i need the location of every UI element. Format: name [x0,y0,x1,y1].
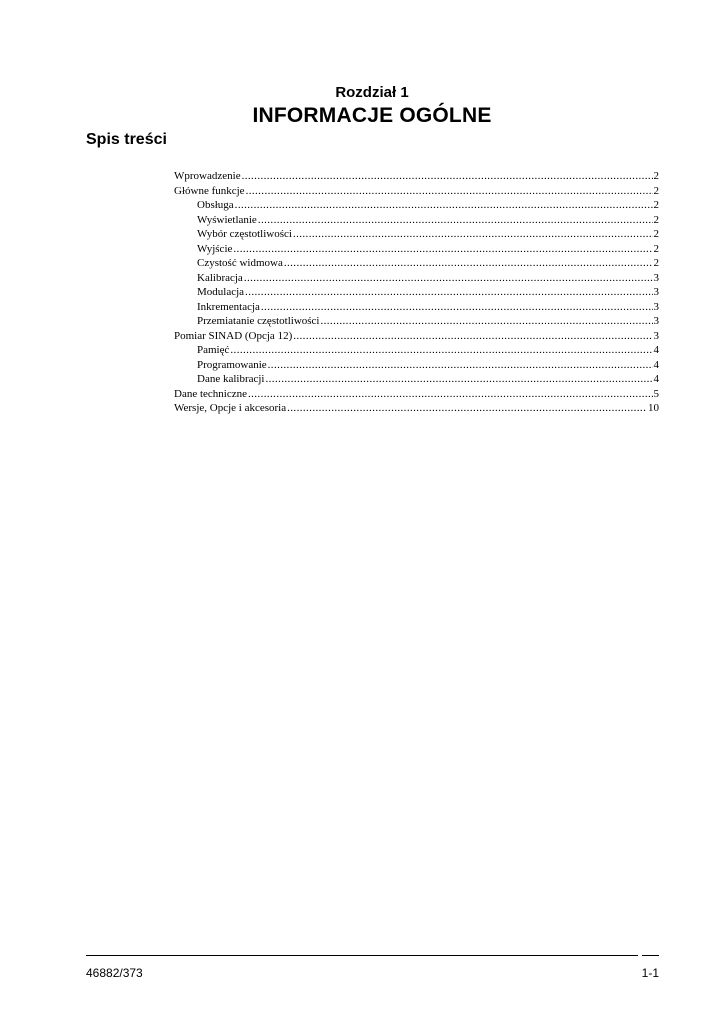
toc-entry-title: Pamięć [197,344,230,356]
toc-entry-wprowadzenie[interactable] [174,169,659,184]
toc-leader-dots [266,372,653,387]
toc-entry-page: 10 [648,402,659,414]
toc-leader-dots [287,401,647,416]
toc-entry-title: Wyświetlanie [197,213,257,226]
toc-leader-dots [258,213,653,228]
toc-entry-page: 3 [653,271,659,284]
toc-entry-wersje-opcje-akcesoria[interactable] [174,401,659,416]
toc-entry-title: Pomiar SINAD (Opcja 12) [174,329,293,342]
toc-entry-wybor-czestotliwosci[interactable] [174,227,659,242]
toc-entry-modulacja[interactable] [174,285,659,300]
toc-entry-dane-techniczne[interactable] [174,387,659,402]
toc-leader-dots [233,242,652,257]
toc-leader-dots [246,184,653,199]
toc-entry-title: Modulacja [197,286,245,298]
toc-leader-dots [320,314,652,329]
toc-entry-page: 3 [653,300,659,313]
toc-entry-programowanie[interactable] [174,358,659,373]
toc-entry-page: 4 [653,373,659,385]
toc-leader-dots [242,169,653,184]
toc-entry-pamiec[interactable] [174,343,659,358]
toc-entry-wyswietlanie[interactable] [174,213,659,228]
toc-entry-page: 4 [653,344,659,356]
toc-entry-page: 3 [653,329,659,342]
toc-entry-page: 2 [653,199,659,211]
toc-leader-dots [235,198,653,213]
footer-divider [86,955,638,956]
toc-leader-dots [268,358,653,373]
toc-entry-dane-kalibracji[interactable] [174,372,659,387]
toc-entry-title: Czystość widmowa [197,257,283,269]
toc-entry-page: 5 [653,387,659,400]
toc-entry-title: Główne funkcje [174,184,245,197]
toc-leader-dots [248,387,653,402]
toc-entry-title: Wyjście [197,242,233,255]
toc-entry-title: Wybór częstotliwości [197,228,292,240]
toc-entry-kalibracja[interactable] [174,271,659,286]
toc-leader-dots [293,329,652,344]
toc-leader-dots [244,271,653,286]
toc-leader-dots [230,343,652,358]
toc-entry-title: Wprowadzenie [174,170,241,182]
toc-entry-inkrementacja[interactable] [174,300,659,315]
toc-leader-dots [245,285,652,300]
toc-entry-page: 3 [653,286,659,298]
toc-entry-title: Kalibracja [197,271,243,284]
toc-leader-dots [284,256,653,271]
toc-entry-czystosc-widmowa[interactable] [174,256,659,271]
toc-entry-page: 3 [653,315,659,327]
toc-entry-page: 4 [653,358,659,371]
toc-entry-title: Programowanie [197,358,267,371]
footer-page-number: 1-1 [641,966,659,980]
chapter-title: INFORMACJE OGÓLNE [252,104,492,127]
toc-entry-page: 2 [653,213,659,226]
toc-heading: Spis treści [86,131,167,148]
toc-entry-glowne-funkcje[interactable] [174,184,659,199]
table-of-contents [174,169,659,416]
toc-leader-dots [261,300,653,315]
toc-entry-title: Dane kalibracji [197,373,265,385]
toc-entry-page: 2 [653,228,659,240]
toc-entry-pomiar-sinad[interactable] [174,329,659,344]
footer-divider-short [642,955,659,956]
toc-entry-title: Wersje, Opcje i akcesoria [174,402,287,414]
toc-entry-page: 2 [653,242,659,255]
toc-entry-title: Przemiatanie częstotliwości [197,315,320,327]
footer-document-number: 46882/373 [86,966,143,980]
toc-entry-title: Obsługa [197,199,234,211]
toc-entry-title: Inkrementacja [197,300,260,313]
toc-entry-title: Dane techniczne [174,387,247,400]
toc-leader-dots [293,227,653,242]
toc-entry-przemiatanie-czestotliwosci[interactable] [174,314,659,329]
toc-entry-page: 2 [653,170,659,182]
chapter-label: Rozdział 1 [335,84,409,101]
toc-entry-wyjscie[interactable] [174,242,659,257]
toc-entry-obsluga[interactable] [174,198,659,213]
toc-entry-page: 2 [653,184,659,197]
toc-entry-page: 2 [653,257,659,269]
